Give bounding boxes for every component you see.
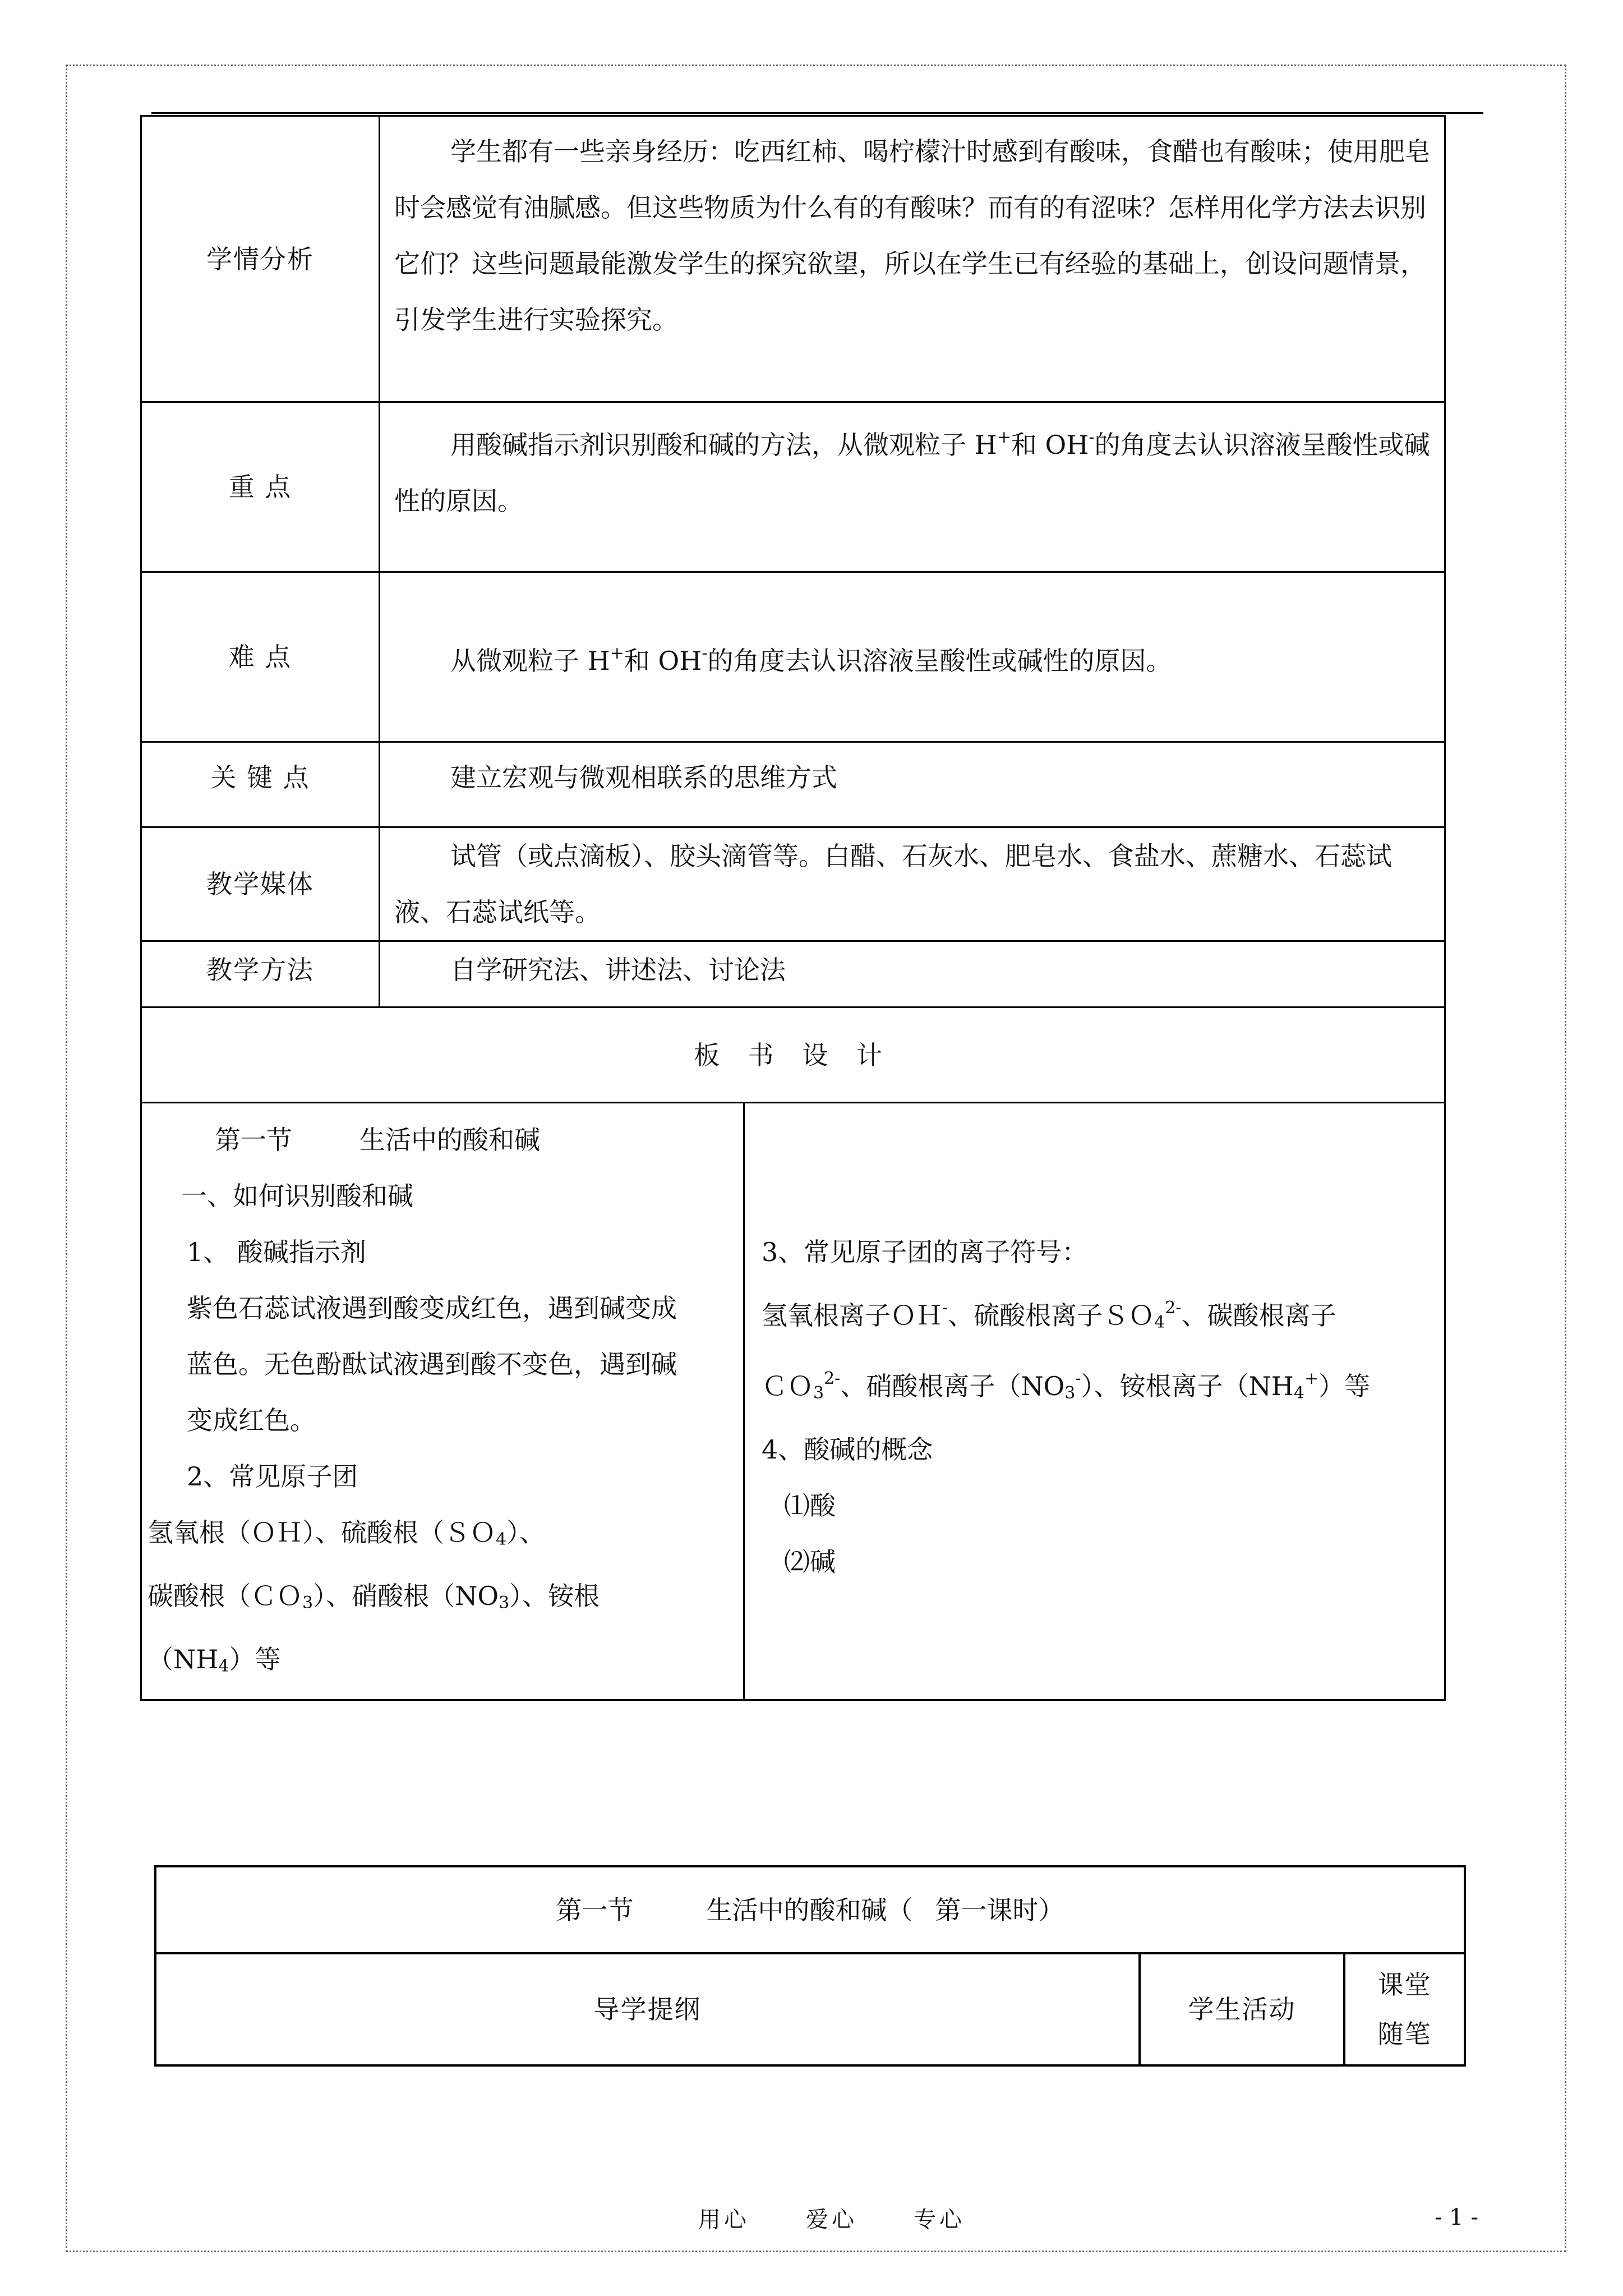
- key-text: 建立宏观与微观相联系的思维方式: [380, 742, 1445, 827]
- board-design-heading: 板 书 设 计: [141, 1007, 1445, 1103]
- row-label-media: 教学媒体: [141, 827, 380, 941]
- class-notes-header: 课堂 随笔: [1344, 1953, 1465, 2065]
- row-label-key: 关 键 点: [141, 742, 380, 827]
- footer-motto: 用心 爱心 专心: [698, 2207, 965, 2233]
- board-left: 第一节 生活中的酸和碱 一、如何识别酸和碱 1、 酸碱指示剂 紫色石蕊试液遇到酸变成红色，遇到碱变成 蓝色。无色酚酞试液遇到酸不变色，遇到碱 变成红色。 2、常见原子团 氢氧根（ＯＨ）、硫酸根（ＳＯ$_4$）、 碳酸根（ＣＯ$_3$）、硝酸根$(NO_3)$、铵根 $(NH_4)$等: [141, 1103, 744, 1700]
- student-activity-header: 学生活动: [1140, 1953, 1344, 2065]
- row-label-analysis: 学情分析: [141, 116, 380, 402]
- media-text: 试管（或点滴板）、胶头滴管等。白醋、石灰水、肥皂水、食盐水、蔗糖水、石蕊试液、石蕊试纸等。: [380, 827, 1445, 941]
- header-rule: [151, 112, 1483, 114]
- method-text: 自学研究法、讲述法、讨论法: [380, 941, 1445, 1007]
- difficulty-text: 从微观粒子 H+和 OH-的角度去认识溶液呈酸性或碱性的原因。: [380, 572, 1445, 742]
- row-label-keypoint: 重 点: [141, 402, 380, 572]
- lesson-plan-table: [140, 115, 1446, 1701]
- row-label-difficulty: 难 点: [141, 572, 380, 742]
- keypoint-text: 用酸碱指示剂识别酸和碱的方法，从微观粒子 H+和 OH-的角度去认识溶液呈酸性或碱性的原因。: [380, 402, 1445, 572]
- guide-title: 第一节 生活中的酸和碱（ 第一课时）: [155, 1866, 1465, 1953]
- guide-outline-header: 导学提纲: [155, 1953, 1140, 2065]
- analysis-text: 学生都有一些亲身经历：吃西红柿、喝柠檬汁时感到有酸味，食醋也有酸味；使用肥皂时会感觉有油腻感。但这些物质为什么有的有酸味？而有的有涩味？怎样用化学方法去识别它们？这些问题最能激发学生的探究欲望，所以在学生已有经验的基础上，创设问题情景，引发学生进行实验探究。: [380, 116, 1445, 402]
- row-label-method: 教学方法: [141, 941, 380, 1007]
- guide-table: [154, 1865, 1466, 2067]
- page-number: - 1 -: [1435, 2205, 1478, 2230]
- board-right: 3、常见原子团的离子符号： 氢氧根离子ＯＨ-、硫酸根离子ＳＯ$_4^{2-}$、碳酸根离子 ＣＯ$_3^{2-}$、硝酸根离子$(NO_3^-)$、铵根离子$(NH_4^+)$等 4、酸碱的概念 ⑴酸 ⑵碱: [744, 1103, 1445, 1700]
